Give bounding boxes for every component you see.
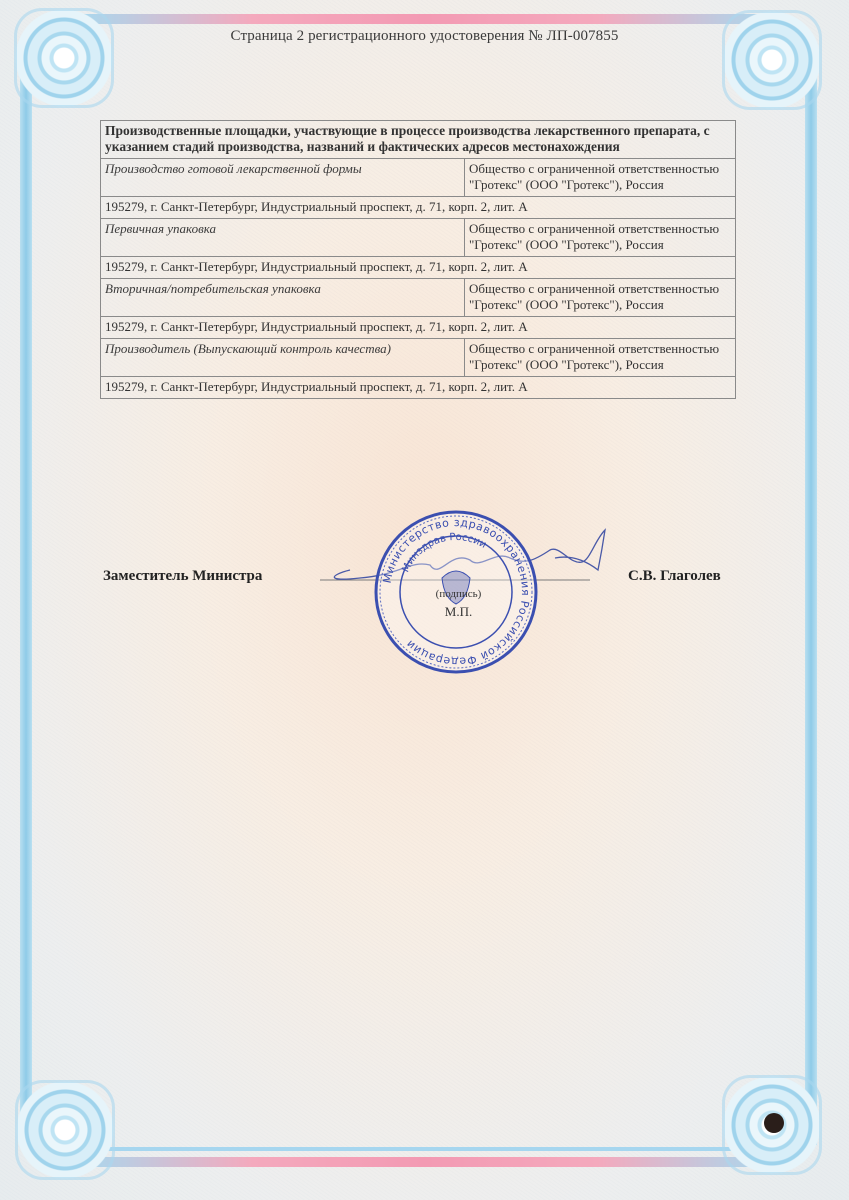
address-cell: 195279, г. Санкт-Петербург, Индустриальный проспект, д. 71, корп. 2, лит. А [101,257,736,279]
table-row [101,339,736,377]
stage-cell: Производитель (Выпускающий контроль качества) [101,339,465,377]
table-row [101,197,736,219]
address-cell: 195279, г. Санкт-Петербург, Индустриальный проспект, д. 71, корп. 2, лит. А [101,317,736,339]
bottom-border [80,1157,770,1167]
address-cell: 195279, г. Санкт-Петербург, Индустриальный проспект, д. 71, корп. 2, лит. А [101,197,736,219]
table-row [101,219,736,257]
organization-cell: Общество с ограниченной ответственностью "Гротекс" (ООО "Гротекс"), Россия [465,219,736,257]
right-border [805,60,817,1145]
left-border [20,60,32,1145]
svg-text:Министерство здравоохранения Р: Министерство здравоохранения Российской Федерации [380,515,533,669]
stage-cell: Производство готовой лекарственной формы [101,159,465,197]
rosette-ornament-icon [722,10,822,110]
stage-cell: Первичная упаковка [101,219,465,257]
page-header: Страница 2 регистрационного удостоверения № ЛП-007855 [230,28,619,44]
organization-cell: Общество с ограниченной ответственностью "Гротекс" (ООО "Гротекс"), Россия [465,279,736,317]
svg-text:Минздрав России: Минздрав России [400,531,489,575]
signatory-position: Заместитель Министра [103,568,263,584]
bottom-inner-border [30,1147,810,1151]
table-row [101,317,736,339]
production-sites-table [100,120,736,399]
stage-cell: Вторичная/потребительская упаковка [101,279,465,317]
rosette-ornament-icon [14,8,114,108]
organization-cell: Общество с ограниченной ответственностью "Гротекс" (ООО "Гротекс"), Россия [465,159,736,197]
table-row [101,257,736,279]
signatory-name: С.В. Глаголев [628,568,721,584]
stamp-place-caption: М.П. [444,604,473,619]
table-title: Производственные площадки, участвующие в процессе производства лекарственного препарата, с указанием стадий производства, названий и фактических адресов местонахождения [101,121,736,159]
top-border [80,14,770,24]
table-header-row [101,121,736,159]
rosette-ornament-icon [15,1080,115,1180]
table-row [101,377,736,399]
punch-hole [764,1113,784,1133]
organization-cell: Общество с ограниченной ответственностью "Гротекс" (ООО "Гротекс"), Россия [465,339,736,377]
table-row [101,159,736,197]
address-cell: 195279, г. Санкт-Петербург, Индустриальный проспект, д. 71, корп. 2, лит. А [101,377,736,399]
signature-caption: (подпись) [435,588,482,600]
table-row [101,279,736,317]
